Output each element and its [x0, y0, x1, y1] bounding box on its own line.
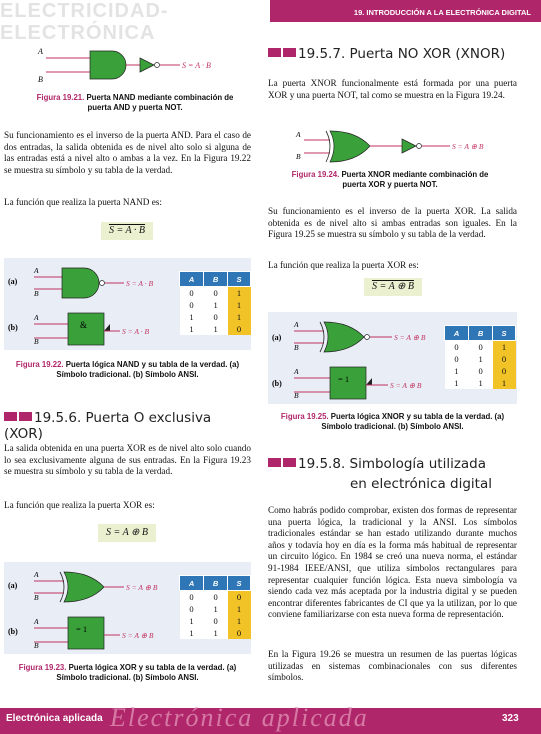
xor-truth-table: A B S 0 0 0 0 1 1 1 0 1 1 1 0 [179, 575, 251, 639]
svg-text:A: A [34, 617, 39, 626]
xnor-truth-table: A B S 0 0 1 0 1 0 1 0 0 1 1 1 [444, 325, 516, 389]
nand-combination-diagram [30, 40, 230, 90]
xnor-formula-box: S = A ⊕ B [364, 278, 422, 296]
svg-text:B: B [34, 593, 39, 602]
svg-text:A: A [294, 320, 299, 329]
svg-text:= 1: = 1 [76, 624, 88, 634]
svg-text:S = A ⊕ B: S = A ⊕ B [452, 142, 484, 151]
figure-19-24-caption: Figura 19.24. Puerta XNOR mediante combinación de puerta XOR y puerta NOT. [291, 170, 489, 189]
svg-text:B: B [34, 641, 39, 650]
section-heading-xnor: 19.5.7. Puerta NO XOR (XNOR) [268, 46, 528, 62]
svg-text:A: A [38, 47, 43, 56]
svg-text:(a): (a) [272, 333, 282, 342]
svg-text:S = A · B: S = A · B [126, 279, 154, 288]
figure-19-25-caption: Figura 19.25. Puerta lógica XNOR y su tabla de la verdad. (a) Símbolo tradicional. (b) Símbolo ANSI. [280, 412, 505, 431]
svg-text:(b): (b) [8, 323, 18, 332]
svg-text:S = A ⊕ B: S = A ⊕ B [126, 583, 158, 592]
svg-text:B: B [296, 152, 301, 161]
figure-19-22-caption: Figura 19.22. Puerta lógica NAND y su tabla de la verdad. (a) Símbolo tradicional. (b) Símbolo ANSI. [15, 360, 240, 379]
right-paragraph-2: Su funcionamiento es el inverso de la puerta XOR. La salida obtenida es de nivel alto si ambas entradas son iguales. En la Figura 19.25 se muestra su símbolo y su tabla de la verdad. [268, 206, 517, 240]
nand-symbols-diagram [4, 258, 179, 350]
xor-symbols-diagram [4, 562, 179, 654]
header-chapter-title: 19. INTRODUCCIÓN A LA ELECTRÓNICA DIGITAL [270, 0, 541, 22]
svg-text:A: A [34, 266, 39, 275]
xnor-combination-diagram [290, 125, 505, 170]
svg-text:S = A ⊕ B: S = A ⊕ B [394, 333, 426, 342]
svg-text:S = A · B: S = A · B [122, 327, 150, 336]
figure-19-23-caption: Figura 19.23. Puerta lógica XOR y su tabla de la verdad. (a) Símbolo tradicional. (b) Símbolo ANSI. [18, 663, 237, 682]
svg-text:A: A [34, 313, 39, 322]
nand-truth-table: A B S 0 0 1 0 1 1 1 0 1 1 1 0 [179, 271, 251, 335]
svg-text:(b): (b) [272, 379, 282, 388]
section-heading-simbologia: 19.5.8. Simbología utilizada [268, 456, 528, 472]
right-paragraph-1: La puerta XNOR funcionalmente está formada por una puerta XOR y una puerta NOT, tal como se muestra en la Figura 19.24. [268, 78, 517, 100]
svg-text:&: & [80, 320, 88, 330]
footer-book-title: Electrónica aplicada [6, 713, 103, 724]
figure-19-21-caption: Figura 19.21. Puerta NAND mediante combinación de puerta AND y puerta NOT. [36, 93, 234, 112]
svg-text:S = A ⊕ B: S = A ⊕ B [390, 381, 422, 390]
section-heading-simbologia-line2: en electrónica digital [350, 476, 492, 492]
svg-text:(b): (b) [8, 627, 18, 636]
right-paragraph-5: En la Figura 19.26 se muestra un resumen de las puertas lógicas utilizadas en sistemas combinacionales con sus diferentes símbolos. [268, 649, 517, 683]
nand-formula-box: S = A · B [101, 222, 153, 240]
left-paragraph-3: La salida obtenida en una puerta XOR es de nivel alto solo cuando lo sea exclusivamente alguna de sus entradas. En la Figura 19.23 se muestra su símbolo y su tabla de la verdad. [4, 443, 251, 477]
xnor-symbols-diagram [268, 312, 448, 404]
page-number: 323 [502, 713, 519, 724]
svg-text:S = A ⊕ B: S = A ⊕ B [122, 631, 154, 640]
left-paragraph-2: La función que realiza la puerta NAND es: [4, 197, 162, 207]
left-paragraph-4: La función que realiza la puerta XOR es: [4, 500, 155, 510]
left-paragraph-1: Su funcionamiento es el inverso de la puerta AND. Para el caso de dos entradas, la salida obtenida es de nivel alto solo si alguna de las entradas está a nivel alto o ambas a la vez. En la Figura 19.22 se muestra su símbolo y su tabla de la verdad. [4, 130, 251, 175]
svg-text:B: B [294, 391, 299, 400]
svg-text:B: B [34, 337, 39, 346]
section-heading-xor: 19.5.6. Puerta O exclusiva (XOR) [4, 410, 212, 442]
svg-text:B: B [34, 289, 39, 298]
right-paragraph-4: Como habrás podido comprobar, existen dos formas de representar una puerta lógica, la tradicional y la ANSI. Los símbolos tradicionales estándar se han estado utilizando durante muchos años y todavía hoy en día es la forma más habitual de representar un circuito lógico. En 1984 se creó una nueva norma, el estándar 91-1984 IEEE/ANSI, que utiliza símbolos rectangulares para representar cualquier función lógica. Esta nueva simbología va siendo cada vez más aceptada por la industria digital y se pueden encontrar diferentes fabricantes de CI que ya la utilizan, por lo que conviene familiarizarse con esta nueva forma de representación. [268, 505, 517, 620]
svg-text:= 1: = 1 [338, 374, 350, 384]
footer-watermark: Electrónica aplicada [110, 703, 369, 732]
xor-formula-box: S = A ⊕ B [98, 524, 156, 542]
right-paragraph-3: La función que realiza la puerta XOR es: [268, 260, 419, 270]
svg-text:S = A · B: S = A · B [182, 61, 211, 70]
svg-text:(a): (a) [8, 581, 18, 590]
svg-text:B: B [294, 343, 299, 352]
header-left-title: ELECTRICIDAD-ELECTRÓNICA [0, 0, 169, 44]
svg-text:A: A [294, 367, 299, 376]
svg-text:(a): (a) [8, 277, 18, 286]
svg-text:A: A [34, 570, 39, 579]
svg-text:B: B [38, 75, 43, 84]
svg-text:A: A [296, 130, 301, 139]
